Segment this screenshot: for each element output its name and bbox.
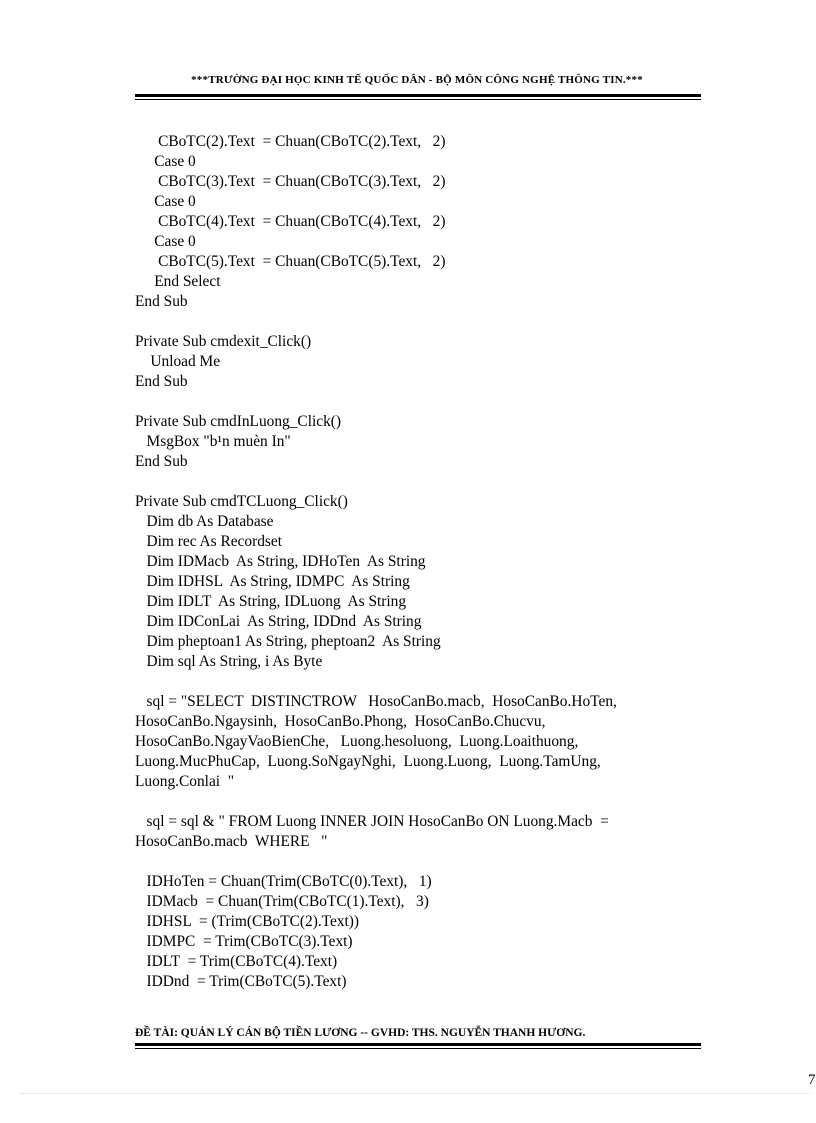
- code-line: CBoTC(4).Text = Chuan(CBoTC(4).Text, 2): [135, 213, 446, 230]
- code-line: sql = sql & " FROM Luong INNER JOIN HosoCanBo ON Luong.Macb =: [135, 813, 609, 830]
- code-line: sql = "SELECT DISTINCTROW HosoCanBo.macb, HosoCanBo.HoTen,: [135, 693, 617, 710]
- code-line: IDMPC = Trim(CBoTC(3).Text): [135, 933, 353, 950]
- header-rule-thin: [135, 99, 701, 100]
- code-line: MsgBox "b¹n muèn In": [135, 433, 291, 450]
- footer-rule-thick: [135, 1043, 701, 1046]
- code-line: CBoTC(5).Text = Chuan(CBoTC(5).Text, 2): [135, 253, 446, 270]
- code-line: HosoCanBo.Ngaysinh, HosoCanBo.Phong, HosoCanBo.Chucvu,: [135, 713, 546, 730]
- code-line: HosoCanBo.macb WHERE ": [135, 833, 328, 850]
- page-edge-divider: [20, 1093, 810, 1094]
- code-line: IDLT = Trim(CBoTC(4).Text): [135, 953, 338, 970]
- code-line: End Sub: [135, 373, 188, 390]
- footer-rule-thin: [135, 1048, 701, 1049]
- code-line: IDHSL = (Trim(CBoTC(2).Text)): [135, 913, 360, 930]
- code-line: Dim IDConLai As String, IDDnd As String: [135, 613, 422, 630]
- code-line: Dim pheptoan1 As String, pheptoan2 As String: [135, 633, 441, 650]
- code-line: End Select: [135, 273, 221, 290]
- code-line: Unload Me: [135, 353, 221, 370]
- code-line: [135, 472, 705, 492]
- code-line: Dim IDMacb As String, IDHoTen As String: [135, 553, 426, 570]
- code-line: Case 0: [135, 193, 196, 210]
- code-line: Luong.Conlai ": [135, 773, 235, 790]
- page-footer: ĐỀ TÀI: QUẢN LÝ CÁN BỘ TIỀN LƯƠNG -- GVHD: THS. NGUYỄN THANH HƯƠNG.: [135, 1027, 586, 1039]
- code-line: Private Sub cmdexit_Click(): [135, 333, 312, 350]
- code-line: Dim db As Database: [135, 513, 274, 530]
- code-line: Private Sub cmdTCLuong_Click(): [135, 493, 348, 510]
- code-line: CBoTC(2).Text = Chuan(CBoTC(2).Text, 2): [135, 133, 446, 150]
- code-line: Dim IDLT As String, IDLuong As String: [135, 593, 407, 610]
- code-line: HosoCanBo.NgayVaoBienChe, Luong.hesoluong, Luong.Loaithuong,: [135, 733, 579, 750]
- code-line: Private Sub cmdInLuong_Click(): [135, 413, 342, 430]
- code-line: [135, 672, 705, 692]
- code-line: End Sub: [135, 453, 188, 470]
- code-line: Luong.MucPhuCap, Luong.SoNgayNghi, Luong.Luong, Luong.TamUng,: [135, 753, 601, 770]
- code-line: Case 0: [135, 233, 196, 250]
- code-line: Dim rec As Recordset: [135, 533, 283, 550]
- code-line: [135, 792, 705, 812]
- code-line: IDMacb = Chuan(Trim(CBoTC(1).Text), 3): [135, 893, 429, 910]
- code-line: [135, 312, 705, 332]
- code-line: [135, 852, 705, 872]
- code-line: IDDnd = Trim(CBoTC(5).Text): [135, 973, 347, 990]
- code-line: Case 0: [135, 153, 196, 170]
- code-listing: [135, 132, 705, 992]
- code-line: Dim sql As String, i As Byte: [135, 653, 323, 670]
- code-line: [135, 392, 705, 412]
- code-line: CBoTC(3).Text = Chuan(CBoTC(3).Text, 2): [135, 173, 446, 190]
- code-line: End Sub: [135, 293, 188, 310]
- page-number: 7: [808, 1072, 816, 1088]
- header-rule-thick: [135, 94, 701, 97]
- page-header: ***TRƯỜNG ĐẠI HỌC KINH TẾ QUỐC DÂN - BỘ MÔN CÔNG NGHỆ THÔNG TIN.***: [191, 74, 643, 86]
- code-line: Dim IDHSL As String, IDMPC As String: [135, 573, 410, 590]
- code-line: IDHoTen = Chuan(Trim(CBoTC(0).Text), 1): [135, 873, 432, 890]
